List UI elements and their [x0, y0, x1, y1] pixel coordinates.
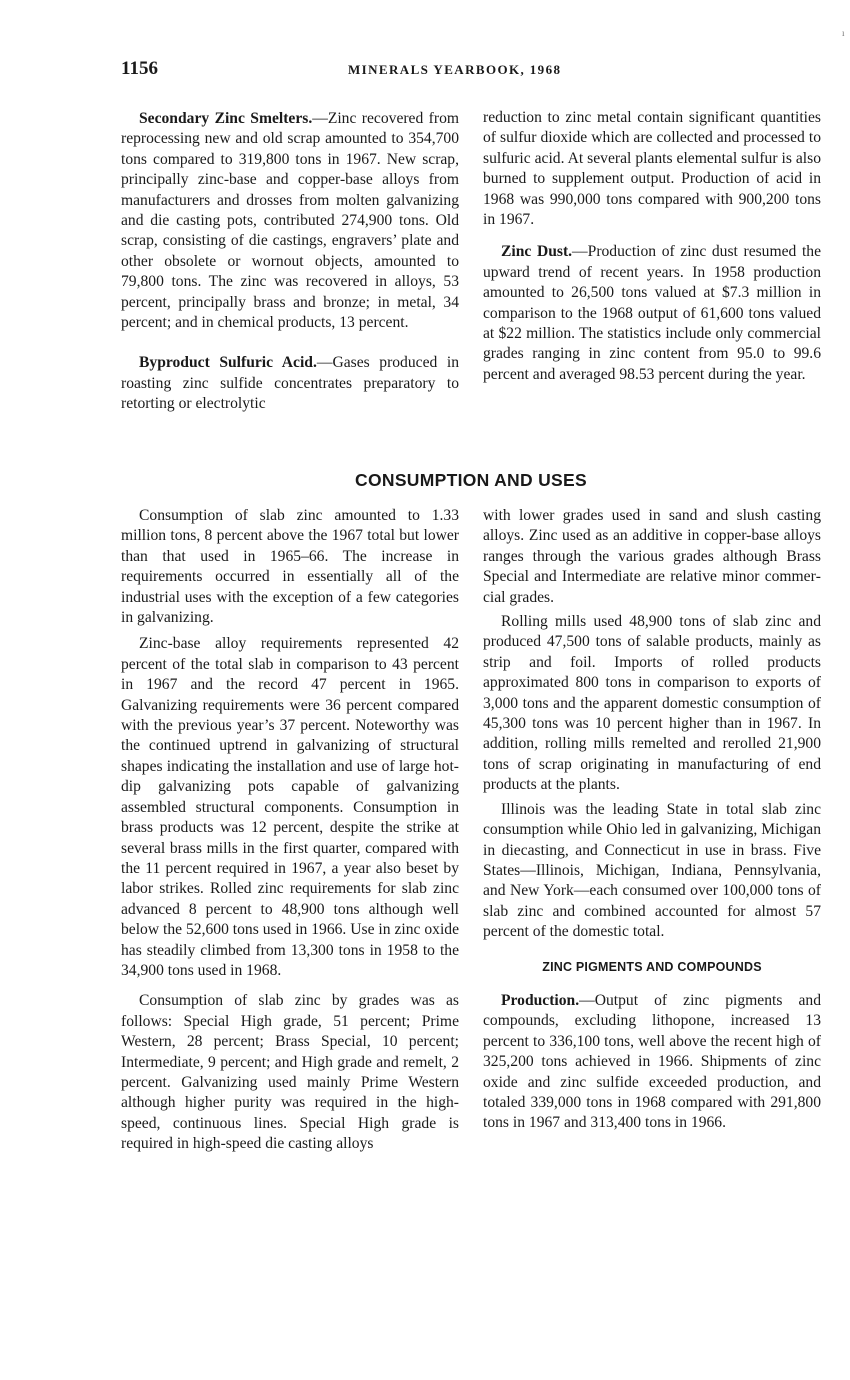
paragraph-text: —Gases produced in roasting zinc sulfide concentrates preparatory to retorting or electrolytic [121, 354, 459, 413]
paragraph-zinc-base-alloy: Zinc-base alloy requirements represented 42 percent of the total slab in comparison to 43 percent in 1967 and the record 47 percent in 1965. Galvanizing requirements were 36 percent compared with the previous year’s 37 percent. Noteworthy was the continued uptrend in galvanizing of structural shapes indicating the installation and use of large hot-dip galvanizing pots capable of galvanizing assembled structural components. Consumption in brass products was 12 percent, despite the strike at several brass mills in the first quarter, compared with the 11 percent required in 1967, a year also beset by labor strikes. Rolled zinc requirements for slab zinc advanced 8 percent to 48,900 tons although well below the 52,600 tons used in 1966. Use in zinc oxide has steadily climbed from 13,300 tons in 1958 to the 34,900 tons used in 1968. [121, 635, 459, 979]
paragraph-rolling-mills: Rolling mills used 48,900 tons of slab zinc and produced 47,500 tons of salable products, mainly as strip and foil. Imports of rolled products approximated 800 tons in comparison to exports of 3,000 tons and the apparent domestic consumption of 45,300 tons was 10 percent higher than in 1967. In addition, rolling mills remelted and rerolled 21,900 tons of scrap originating in manufacturing of end products at the plants. [483, 613, 821, 794]
running-head-title: MINERALS YEARBOOK, 1968 [348, 62, 562, 77]
paragraph-byproduct-sulfuric-acid [121, 353, 459, 414]
subsection-heading-zinc-pigments: ZINC PIGMENTS AND COMPOUNDS [542, 959, 762, 974]
column-bottom-left [121, 506, 459, 1155]
paragraph-text: —Output of zinc pigments and compounds, excluding lithopone, increased 13 percent to 336,100 tons, well above the recent high of 325,200 tons achieved in 1966. Shipments of zinc oxide and zinc sulfide exceeded production, and totaled 339,000 tons in 1968 compared with 291,800 tons in 1967 and 313,400 tons in 1966. [483, 991, 821, 1132]
run-in-heading-production: Production. [501, 991, 580, 1009]
paragraph-consumption-by-grades: Consumption of slab zinc by grades was as follows: Special High grade, 51 percent; Prime Western, 28 percent; Brass Special, 10 percent; Intermediate, 9 percent; and High grade and remelt, 2 percent. Galvanizing used mainly Prime Western although higher purity was required in the high-speed, continuous lines. Special High grade is required in high-speed die casting alloys [121, 992, 459, 1153]
run-in-heading-zinc-dust: Zinc Dust. [501, 243, 573, 261]
paragraph-text: —Zinc recovered from reprocessing new and old scrap amounted to 354,700 tons compared to 319,800 tons in 1967. New scrap, principally zinc-base and copper-base alloys from manufacturers and drosses from molten galvanizing and die casting pots, contributed 274,900 tons. Old scrap, consisting of die castings, engravers’ plate and other obsolete or wornout objects, amounted to 79,800 tons. The zinc was recovered in alloys, 53 percent, principally brass and bronze; in metal, 34 percent; and in chemical products, 13 percent. [121, 110, 459, 332]
page-edge-mark: ı [842, 28, 845, 38]
column-top-left [121, 109, 459, 415]
run-in-heading-byproduct-sulfuric-acid: Byproduct Sulfuric Acid. [139, 354, 317, 372]
run-in-heading-secondary-zinc-smelters: Secondary Zinc Smelters. [139, 110, 313, 127]
column-top-right [483, 108, 821, 385]
paragraph-zinc-dust [483, 242, 821, 385]
paragraph-leading-states: Illinois was the leading State in total slab zinc consumption while Ohio led in galvanizing, Michigan in diecasting, and Connecticut in use in brass. Five States—Illinois, Michigan, Indiana, Pennsylvania, and New York—each consumed over 100,000 tons of slab zinc and combined accounted for almost 57 percent of the domestic total. [483, 800, 821, 941]
paragraph-production [483, 991, 821, 1134]
paragraph-grades-continued: with lower grades used in sand and slush casting alloys. Zinc used as an additive in copper-base alloys ranges through the various grades although Brass Special and Intermediate are relative minor commercial grades. [483, 507, 821, 606]
page-number: 1156 [121, 58, 158, 79]
paragraph-acid-continued: reduction to zinc metal contain significant quantities of sulfur dioxide which are collected and processed to sulfuric acid. At several plants elemental sulfur is also burned to supplement output. Production of acid in 1968 was 990,000 tons compared with 900,200 tons in 1967. [483, 109, 821, 229]
paragraph-text: —Production of zinc dust resumed the upward trend of recent years. In 1958 production amounted to 26,500 tons valued at $7.3 million in comparison to the 1968 output of 61,600 tons valued at $22 million. The statistics include only commercial grades ranging in zinc content from 95.0 to 99.6 percent and averaged 98.53 percent during the year. [483, 243, 821, 383]
paragraph-slab-consumption: Consumption of slab zinc amounted to 1.33 million tons, 8 percent above the 1967 total but lower than that used in 1965–66. The increase in requirements occurred in essentially all of the industrial uses with the exception of a few categories in galvanizing. [121, 507, 459, 627]
column-bottom-right [483, 506, 821, 1134]
section-heading-consumption-and-uses: CONSUMPTION AND USES [355, 470, 587, 490]
paragraph-secondary-zinc-smelters [121, 109, 459, 333]
